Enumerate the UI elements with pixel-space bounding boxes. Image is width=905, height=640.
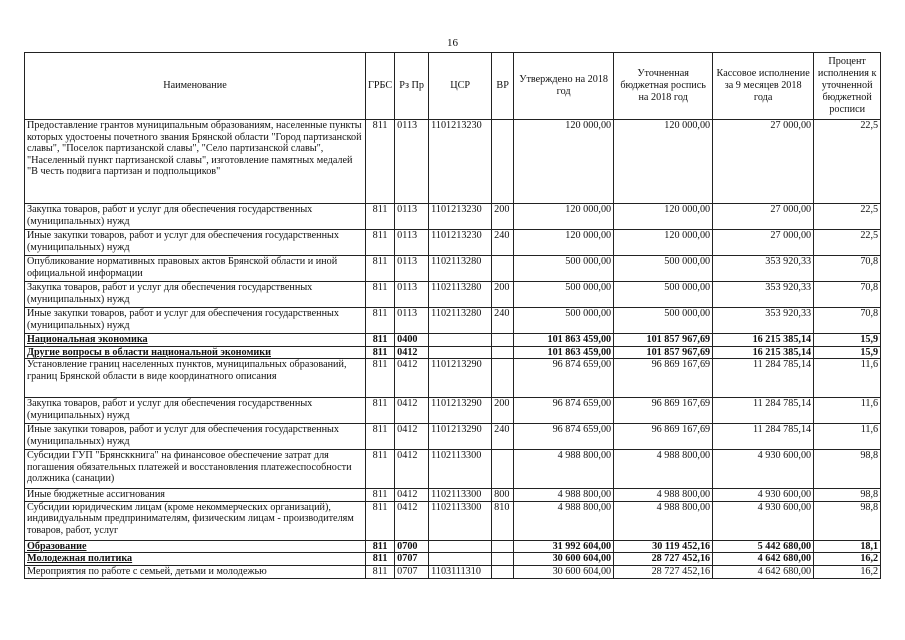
cell-vr: 240: [492, 424, 514, 450]
cell-grbs: 811: [366, 553, 395, 566]
cell-name: Иные бюджетные ассигнования: [25, 489, 366, 502]
cell-cash: 27 000,00: [713, 120, 814, 204]
table-row: [25, 489, 881, 502]
table-row: [25, 282, 881, 308]
cell-vr: [492, 256, 514, 282]
cell-rzpr: 0412: [395, 450, 429, 489]
cell-name: Мероприятия по работе с семьей, детьми и молодежью: [25, 565, 366, 578]
cell-cash: 27 000,00: [713, 204, 814, 230]
table-body: [25, 120, 881, 579]
cell-cash: 4 930 600,00: [713, 489, 814, 502]
cell-rzpr: 0412: [395, 398, 429, 424]
cell-cash: 353 920,33: [713, 256, 814, 282]
cell-approved: 101 863 459,00: [514, 346, 614, 359]
cell-csr: 1102113300: [429, 450, 492, 489]
cell-vr: [492, 450, 514, 489]
cell-approved: 4 988 800,00: [514, 450, 614, 489]
cell-grbs: 811: [366, 282, 395, 308]
header-vr: ВР: [492, 53, 514, 120]
cell-csr: 1101213290: [429, 398, 492, 424]
table-row: [25, 398, 881, 424]
cell-vr: [492, 120, 514, 204]
cell-vr: [492, 346, 514, 359]
cell-vr: [492, 359, 514, 398]
cell-grbs: 811: [366, 346, 395, 359]
cell-rzpr: 0412: [395, 359, 429, 398]
cell-vr: 800: [492, 489, 514, 502]
cell-name: Закупка товаров, работ и услуг для обеспечения государственных (муниципальных) нужд: [25, 204, 366, 230]
cell-cash: 11 284 785,14: [713, 398, 814, 424]
cell-cash: 27 000,00: [713, 230, 814, 256]
cell-refined: 28 727 452,16: [614, 553, 713, 566]
cell-percent: 22,5: [814, 230, 881, 256]
cell-name: Образование: [25, 540, 366, 553]
cell-name: Субсидии ГУП "Брянсккнига" на финансовое обеспечение затрат для погашения обязательных платежей и восстановления платежеспособности должника (санации): [25, 450, 366, 489]
cell-vr: 200: [492, 398, 514, 424]
cell-grbs: 811: [366, 230, 395, 256]
cell-csr: [429, 334, 492, 347]
cell-percent: 15,9: [814, 346, 881, 359]
cell-refined: 101 857 967,69: [614, 346, 713, 359]
cell-cash: 4 930 600,00: [713, 450, 814, 489]
cell-refined: 30 119 452,16: [614, 540, 713, 553]
header-approved: Утверждено на 2018 год: [514, 53, 614, 120]
cell-refined: 120 000,00: [614, 230, 713, 256]
cell-rzpr: 0113: [395, 230, 429, 256]
cell-approved: 30 600 604,00: [514, 553, 614, 566]
table-row: [25, 346, 881, 359]
cell-vr: 200: [492, 282, 514, 308]
cell-grbs: 811: [366, 359, 395, 398]
cell-approved: 96 874 659,00: [514, 398, 614, 424]
cell-percent: 16,2: [814, 565, 881, 578]
table-row: [25, 308, 881, 334]
cell-percent: 22,5: [814, 204, 881, 230]
header-rzpr: Рз Пр: [395, 53, 429, 120]
cell-percent: 98,8: [814, 489, 881, 502]
cell-cash: 16 215 385,14: [713, 346, 814, 359]
table-row: [25, 204, 881, 230]
cell-refined: 101 857 967,69: [614, 334, 713, 347]
table-row: [25, 256, 881, 282]
cell-rzpr: 0113: [395, 282, 429, 308]
cell-vr: 810: [492, 501, 514, 540]
cell-refined: 4 988 800,00: [614, 489, 713, 502]
cell-percent: 98,8: [814, 501, 881, 540]
cell-approved: 120 000,00: [514, 204, 614, 230]
table-row: [25, 565, 881, 578]
cell-vr: [492, 334, 514, 347]
cell-refined: 120 000,00: [614, 120, 713, 204]
cell-refined: 4 988 800,00: [614, 501, 713, 540]
cell-percent: 70,8: [814, 256, 881, 282]
cell-csr: 1102113280: [429, 308, 492, 334]
cell-csr: 1101213290: [429, 424, 492, 450]
cell-cash: 4 642 680,00: [713, 553, 814, 566]
cell-grbs: 811: [366, 424, 395, 450]
cell-grbs: 811: [366, 489, 395, 502]
cell-approved: 120 000,00: [514, 230, 614, 256]
cell-rzpr: 0412: [395, 501, 429, 540]
cell-approved: 4 988 800,00: [514, 489, 614, 502]
cell-name: Молодежная политика: [25, 553, 366, 566]
cell-rzpr: 0113: [395, 308, 429, 334]
cell-rzpr: 0700: [395, 540, 429, 553]
cell-approved: 30 600 604,00: [514, 565, 614, 578]
cell-grbs: 811: [366, 308, 395, 334]
cell-percent: 11,6: [814, 424, 881, 450]
cell-csr: 1101213230: [429, 230, 492, 256]
cell-name: Иные закупки товаров, работ и услуг для обеспечения государственных (муниципальных) нужд: [25, 424, 366, 450]
cell-percent: 16,2: [814, 553, 881, 566]
cell-csr: 1102113300: [429, 489, 492, 502]
cell-name: Другие вопросы в области национальной экономики: [25, 346, 366, 359]
cell-cash: 11 284 785,14: [713, 359, 814, 398]
cell-name: Закупка товаров, работ и услуг для обеспечения государственных (муниципальных) нужд: [25, 398, 366, 424]
cell-grbs: 811: [366, 540, 395, 553]
cell-percent: 98,8: [814, 450, 881, 489]
cell-percent: 18,1: [814, 540, 881, 553]
cell-grbs: 811: [366, 565, 395, 578]
cell-csr: [429, 346, 492, 359]
page-number: 16: [447, 37, 458, 49]
cell-grbs: 811: [366, 398, 395, 424]
cell-cash: 353 920,33: [713, 282, 814, 308]
cell-rzpr: 0707: [395, 553, 429, 566]
cell-vr: [492, 540, 514, 553]
table-row: [25, 359, 881, 398]
cell-cash: 5 442 680,00: [713, 540, 814, 553]
table-row: [25, 540, 881, 553]
cell-approved: 96 874 659,00: [514, 359, 614, 398]
header-cash: Кассовое исполнение за 9 месяцев 2018 года: [713, 53, 814, 120]
cell-rzpr: 0412: [395, 346, 429, 359]
header-refined: Уточненная бюджетная роспись на 2018 год: [614, 53, 713, 120]
cell-refined: 96 869 167,69: [614, 398, 713, 424]
budget-table: [24, 52, 881, 579]
cell-refined: 4 988 800,00: [614, 450, 713, 489]
cell-csr: 1101213230: [429, 120, 492, 204]
cell-grbs: 811: [366, 450, 395, 489]
cell-refined: 96 869 167,69: [614, 359, 713, 398]
header-grbs: ГРБС: [366, 53, 395, 120]
cell-csr: 1102113280: [429, 256, 492, 282]
cell-csr: 1102113300: [429, 501, 492, 540]
cell-csr: 1103111310: [429, 565, 492, 578]
cell-csr: 1101213290: [429, 359, 492, 398]
cell-rzpr: 0412: [395, 424, 429, 450]
cell-cash: 4 930 600,00: [713, 501, 814, 540]
cell-grbs: 811: [366, 256, 395, 282]
cell-rzpr: 0113: [395, 204, 429, 230]
cell-name: Иные закупки товаров, работ и услуг для обеспечения государственных (муниципальных) нужд: [25, 230, 366, 256]
cell-cash: 11 284 785,14: [713, 424, 814, 450]
cell-name: Национальная экономика: [25, 334, 366, 347]
cell-rzpr: 0400: [395, 334, 429, 347]
header-percent: Процент исполнения к уточненной бюджетной росписи: [814, 53, 881, 120]
table-row: [25, 450, 881, 489]
header-csr: ЦСР: [429, 53, 492, 120]
table-row: [25, 424, 881, 450]
table-row: [25, 501, 881, 540]
cell-name: Иные закупки товаров, работ и услуг для обеспечения государственных (муниципальных) нужд: [25, 308, 366, 334]
cell-name: Установление границ населенных пунктов, муниципальных образований, границ Брянской области в виде координатного описания: [25, 359, 366, 398]
cell-name: Закупка товаров, работ и услуг для обеспечения государственных (муниципальных) нужд: [25, 282, 366, 308]
cell-name: Предоставление грантов муниципальным образованиям, населенные пункты которых удостоены почетного звания Брянской области "Город партизанской славы", "Поселок партизанской славы", "Село партизанской славы", "Населенный пункт партизанской славы", изготовление памятных медалей "В честь подвига партизан и подпольщиков": [25, 120, 366, 204]
header-name: Наименование: [25, 53, 366, 120]
cell-cash: 353 920,33: [713, 308, 814, 334]
cell-csr: [429, 553, 492, 566]
table-row: [25, 553, 881, 566]
cell-refined: 28 727 452,16: [614, 565, 713, 578]
cell-rzpr: 0113: [395, 120, 429, 204]
cell-refined: 500 000,00: [614, 282, 713, 308]
cell-approved: 101 863 459,00: [514, 334, 614, 347]
cell-name: Субсидии юридическим лицам (кроме некоммерческих организаций), индивидуальным предпринимателям, физическим лицам - производителям товаров, работ, услуг: [25, 501, 366, 540]
cell-vr: 240: [492, 308, 514, 334]
table-row: [25, 334, 881, 347]
cell-approved: 120 000,00: [514, 120, 614, 204]
cell-grbs: 811: [366, 120, 395, 204]
cell-grbs: 811: [366, 204, 395, 230]
cell-refined: 500 000,00: [614, 308, 713, 334]
cell-refined: 120 000,00: [614, 204, 713, 230]
cell-percent: 15,9: [814, 334, 881, 347]
cell-percent: 11,6: [814, 398, 881, 424]
cell-csr: 1102113280: [429, 282, 492, 308]
cell-name: Опубликование нормативных правовых актов Брянской области и иной официальной информации: [25, 256, 366, 282]
cell-approved: 4 988 800,00: [514, 501, 614, 540]
cell-vr: [492, 565, 514, 578]
cell-rzpr: 0412: [395, 489, 429, 502]
cell-rzpr: 0113: [395, 256, 429, 282]
table-row: [25, 120, 881, 204]
cell-percent: 11,6: [814, 359, 881, 398]
table-row: [25, 230, 881, 256]
cell-vr: 200: [492, 204, 514, 230]
cell-grbs: 811: [366, 334, 395, 347]
cell-refined: 96 869 167,69: [614, 424, 713, 450]
cell-percent: 70,8: [814, 282, 881, 308]
cell-approved: 500 000,00: [514, 282, 614, 308]
cell-approved: 31 992 604,00: [514, 540, 614, 553]
cell-vr: [492, 553, 514, 566]
cell-refined: 500 000,00: [614, 256, 713, 282]
cell-cash: 16 215 385,14: [713, 334, 814, 347]
cell-vr: 240: [492, 230, 514, 256]
cell-csr: [429, 540, 492, 553]
header-row: [25, 53, 881, 120]
cell-percent: 22,5: [814, 120, 881, 204]
cell-csr: 1101213230: [429, 204, 492, 230]
cell-approved: 500 000,00: [514, 256, 614, 282]
cell-approved: 500 000,00: [514, 308, 614, 334]
cell-cash: 4 642 680,00: [713, 565, 814, 578]
cell-approved: 96 874 659,00: [514, 424, 614, 450]
cell-grbs: 811: [366, 501, 395, 540]
cell-percent: 70,8: [814, 308, 881, 334]
cell-rzpr: 0707: [395, 565, 429, 578]
